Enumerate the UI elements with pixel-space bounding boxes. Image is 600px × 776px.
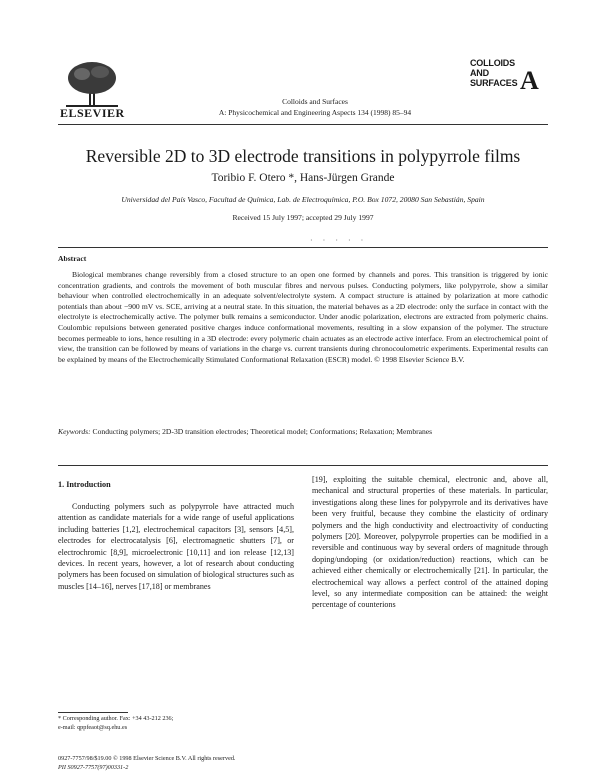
abstract-text: Biological membranes change reversibly from a closed structure to an open one formed by channels and pores. This transition is triggered by ionic concentration gradients, and controls the movement of both muscular fibres and nervous pulses. Conducting polymers, like polypyrrole, show a similar behaviour when controlled electrochemically in an adequate solvent/electrolyte system. A compact structure is attained by polarization at more cathodic potentials than about −900 mV vs. SCE, arriving at a neutral state. In this situation, the material behaves as a 2D electrode: only the surface in contact with the electrolyte is electrochemically active. The polymer bulk remains a semiconductor. Under anodic polarization, electrons are extracted from polymeric chains. Coulombic repulsions between generated positive charges induce conformational movements, resulting in a slow expansion of the polymer. The structure becomes permeable to ions, hence resulting in a 3D electrode: every polymeric chain actuates as an electrode active interface. From an electrochemical point of view, the transition can be followed by means of variations in the charge vs. current transients during chronocoulometric experiments. Experimental results can be explained by means of the Electrochemically Stimulated Conformational Relaxation (ESCR) model. © 1998 Elsevier Science B.V. — [58, 270, 548, 364]
abstract-bottom-rule — [58, 465, 548, 466]
keywords-list: Conducting polymers; 2D-3D transition electrodes; Theoretical model; Conformations; Relaxation; Membranes — [92, 427, 433, 436]
abstract-top-rule — [58, 247, 548, 248]
keywords-label: Keywords: — [58, 427, 91, 436]
corresponding-author: * Corresponding author. Fax: +34 43-212 236; — [58, 715, 174, 722]
journal-logo — [470, 58, 546, 108]
body-right-column: [19], exploiting the suitable chemical, electronic and, above all, mechanical and structural properties of these materials. In particular, investigations along these lines for polypyrrole and its derivatives have been very fruitful, because they combine the elasticity of ordinary polymers and the high conductivity and electroactivity of conducting polymers [20]. Moreover, polypyrrole properties can be modified in a reversible and continuous way by several orders of magnitude through doping/undoping (or oxidation/reduction) reactions, which can be achieved either chemically or electrochemically [21]. In particular, the electrochemical way allows a perfect control of the attained doping level, so any intermediate composition can be attained: the weight percentage of counterions — [312, 475, 548, 610]
publisher-name: ELSEVIER — [60, 106, 125, 120]
article-title: Reversible 2D to 3D electrode transitions in polypyrrole films — [85, 146, 521, 166]
journal-section-line: A: Physicochemical and Engineering Aspects 134 (1998) 85–94 — [218, 108, 412, 117]
journal-logo-line-1: COLLOIDS — [470, 58, 515, 68]
issn-line: 0927-7757/98/$19.00 © 1998 Elsevier Science B.V. All rights reserved. — [58, 755, 236, 762]
journal-logo-line-2: AND — [470, 68, 489, 78]
author-affiliation: Universidad del País Vasco, Facultad de Química, Lab. de Electroquímica, P.O. Box 1072, 20080 San Sebastián, Spain — [121, 195, 485, 204]
journal-header — [170, 96, 460, 118]
copyright-block — [58, 754, 235, 772]
footnote — [58, 714, 173, 732]
header-rule — [58, 124, 548, 125]
body-left-column: Conducting polymers such as polypyrrole have attracted much attention as candidate materials for a wide range of useful applications including batteries [1,2], electrochemical capacitors [3], sensors [4,5], electrodes for electrocatalysis [6], electromagnetic shutters [7], or electrochromic [8,9], microelectronic [10,11] and ion release [12,13] devices. In recent years, however, a lot of research about conducting polymers has been focused on simulation of biological structures such as muscles [14–16], nerves [17,18] or membranes — [58, 502, 295, 591]
journal-name: Colloids and Surfaces — [282, 97, 348, 106]
article-authors: Toribio F. Otero *, Hans-Jürgen Grande — [211, 172, 395, 184]
elsevier-tree-logo — [60, 60, 124, 108]
keywords — [58, 427, 548, 438]
section-heading: 1. Introduction — [58, 480, 111, 489]
separator-dots: · · · · · — [310, 236, 368, 245]
journal-logo-line-3: SURFACES — [470, 78, 518, 88]
pii-line: PII S0927-7757(97)00331-2 — [58, 764, 129, 771]
received-dates: Received 15 July 1997; accepted 29 July 1997 — [232, 213, 374, 222]
journal-logo-letter: A — [520, 66, 539, 95]
author-email: e-mail: qppfeaot@sq.ehu.es — [58, 724, 128, 731]
footnote-rule — [58, 712, 128, 713]
abstract-heading: Abstract — [58, 254, 87, 263]
